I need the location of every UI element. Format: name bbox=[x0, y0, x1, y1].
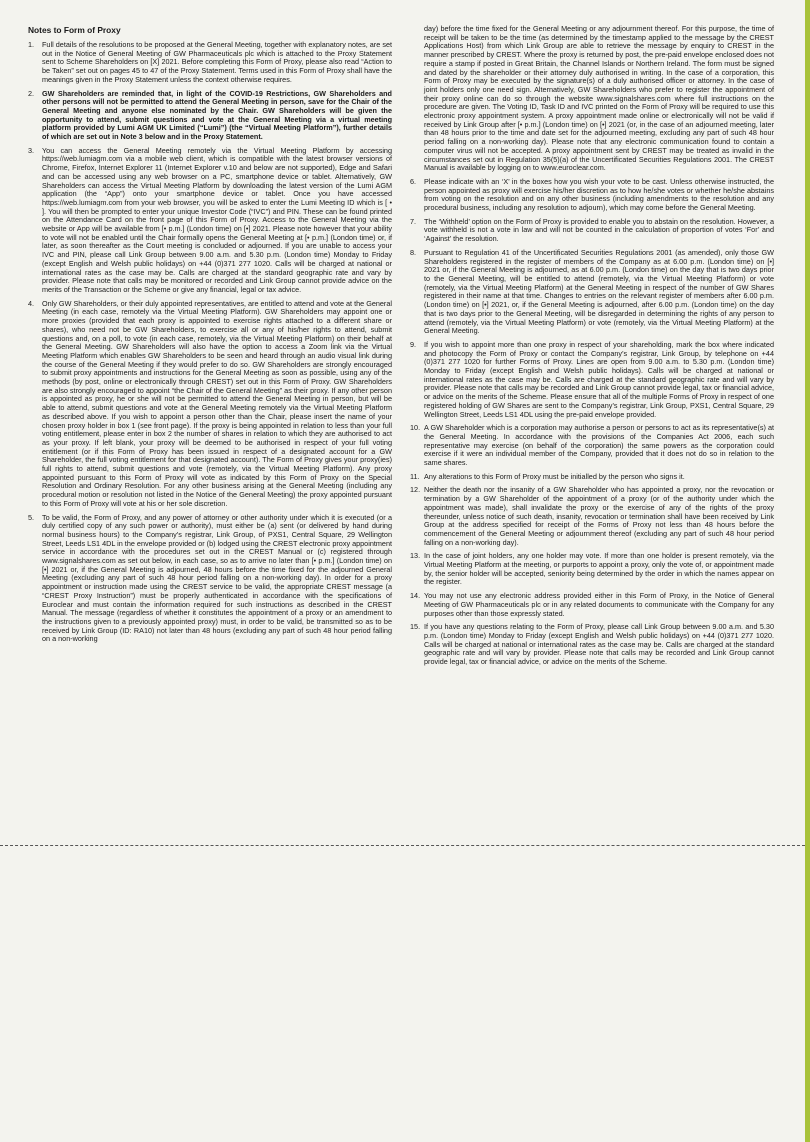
note-12 bbox=[410, 486, 774, 547]
note-number: 2. bbox=[28, 88, 35, 98]
note-3 bbox=[28, 147, 392, 295]
note-text: GW Shareholders are reminded that, in light of the COVID-19 Restrictions, GW Shareholders and other persons will not be permitted to attend the General Meeting in person, save for the Chair of the General Meeting and anyone else nominated by the Chair. GW Shareholders will be given the opportunity to attend, submit questions and vote at the General Meeting via a virtual meeting platform provided by Lumi AGM UK Limited (“Lumi”) (the “Virtual Meeting Platform”), further details of which are set out in Note 3 below and in the Proxy Statement. bbox=[42, 88, 392, 142]
note-2 bbox=[28, 90, 392, 142]
note-number: 12. bbox=[410, 485, 421, 495]
note-number: 5. bbox=[28, 512, 35, 522]
note-5-continued bbox=[410, 25, 774, 173]
note-number: 11. bbox=[410, 471, 420, 481]
note-9 bbox=[410, 341, 774, 419]
green-edge-bar bbox=[805, 0, 810, 1142]
note-number: 1. bbox=[28, 40, 35, 49]
note-number: 4. bbox=[28, 298, 35, 308]
note-number: 8. bbox=[410, 247, 417, 257]
note-11 bbox=[410, 473, 774, 482]
note-number: 13. bbox=[410, 551, 421, 561]
note-8 bbox=[410, 249, 774, 336]
note-text: Full details of the resolutions to be proposed at the General Meeting, together with explanatory notes, are set out in the Notice of General Meeting of GW Pharmaceuticals plc which is attached to the Proxy Statement sent to Scheme Shareholders on [X] 2021. Before completing this Form of Proxy, please also read “Action to be Taken” set out on pages 45 to 47 of the Proxy Statement. Terms used in this Form of Proxy shall have the meanings given in the Proxy Statement unless the context otherwise requires. bbox=[42, 40, 392, 84]
note-text: Neither the death nor the insanity of a GW Shareholder who has appointed a proxy, nor the revocation or termination by a GW Shareholder of the appointment of a proxy (or of the authority under which the appointment was made), shall invalidate the proxy or the exercise of any of the rights of the proxy thereunder, unless notice of such death, insanity, revocation or termination shall have been received by Link Group at the address specified for receipt of the Forms of Proxy not less than 48 hours before the commencement of the General Meeting or adjournment thereof (excluding any part of such 48 hour period falling on a non-working day). bbox=[424, 485, 774, 547]
note-text: In the case of joint holders, any one holder may vote. If more than one holder is present remotely, via the Virtual Meeting Platform at the meeting, or purports to appoint a proxy, only the vote of, or appointment made by, the senior holder will be accepted, seniority being determined by the order in which the names appear on the register. bbox=[424, 551, 774, 587]
note-text: To be valid, the Form of Proxy, and any power of attorney or other authority under which it is executed (or a duly certified copy of any such power or authority), must either be (a) sent (or delivered by hand during normal business hours) to the Company’s registrar, Link Group, of PXS1, Central Square, 29 Wellington Street, Leeds LS1 4DL in the envelope provided or (b) lodged using the CREST electronic proxy appointment service in accordance with the procedures set out in the CREST Manual or (c) registered through www.signalshares.com as set out below, in each case, so as to arrive no later than [• p.m.] (London time) on [•] 2021 or, if the General Meeting is adjourned, 48 hours before the time fixed for the adjourned General Meeting (excluding any part of such 48 hour period falling on a non-working day). In order for a proxy appointment or instruction made using the CREST service to be valid, the appropriate CREST message (a “CREST Proxy Instruction”) must be properly authenticated in accordance with the specifications of Euroclear and must contain the information required for such instructions as described in the CREST Manual. The message (regardless of whether it constitutes the appointment of a proxy or an amendment to the instructions given to a previously appointed proxy) must, in order to be valid, be transmitted so as to be received by Link Group (ID: RA10) not later than 48 hours (excluding any part of such 48 hour period falling on a non-working bbox=[42, 512, 392, 644]
note-text: If you have any questions relating to the Form of Proxy, please call Link Group between 9.00 a.m. and 5.30 p.m. (London time) Monday to Friday (except English and Welsh public holidays) on +44 (0)371 277 1020. Calls will be charged at national or international rates as the case may be. Calls are charged at the standard geographic rate and will vary by provider. Please note that calls may be recorded and Link Group cannot provide legal, tax or financial advice, or advice on the merits of the Scheme. bbox=[424, 622, 774, 667]
note-number: 9. bbox=[410, 339, 417, 349]
note-number: 14. bbox=[410, 591, 421, 601]
note-6 bbox=[410, 178, 774, 213]
note-text: A GW Shareholder which is a corporation may authorise a person or persons to act as its representative(s) at the General Meeting. In accordance with the provisions of the Companies Act 2006, each such representative may exercise (on behalf of the corporation) the same powers as the corporation could exercise if it were an individual member of the Company, provided that it does not do so in relation to the same shares. bbox=[424, 423, 774, 468]
note-number: 3. bbox=[28, 145, 35, 155]
note-14 bbox=[410, 592, 774, 618]
page-title: Notes to Form of Proxy bbox=[28, 25, 121, 35]
note-13 bbox=[410, 552, 774, 587]
note-7 bbox=[410, 218, 774, 244]
note-text: If you wish to appoint more than one proxy in respect of your shareholding, mark the box where indicated and photocopy the Form of Proxy or contact the Company’s registrar, Link Group, by telephone on +44 (0)371 277 1020 for further Forms of Proxy. Lines are open from 9.00 a.m. to 5.30 p.m. (London time) Monday to Friday (except English and Welsh public holidays). Calls will be charged at national or international rates as the case may be. Calls are charged at the standard geographic rate and will vary by provider. Please note that calls may be recorded and Link Group cannot provide legal, tax or financial advice, or advice on the merits of the Scheme. Please ensure that all of the multiple Forms of Proxy in respect of one registered holding of GW Shares are sent to the Company’s registrar, Link Group, PXS1, Central Square, 29 Wellington Street, Leeds LS1 4DL using the pre-paid envelope provided. bbox=[424, 339, 774, 419]
note-text: The ‘Withheld’ option on the Form of Proxy is provided to enable you to abstain on the resolution. However, a vote withheld is not a vote in law and will not be counted in the calculation of proportion of votes ‘For’ and ‘Against’ the resolution. bbox=[424, 216, 774, 244]
note-4 bbox=[28, 300, 392, 509]
right-column bbox=[410, 25, 774, 672]
note-15 bbox=[410, 623, 774, 667]
note-text: You may not use any electronic address provided either in this Form of Proxy, in the Notice of General Meeting of GW Pharmaceuticals plc or in any related documents to communicate with the Company for any purposes other than those expressly stated. bbox=[424, 591, 774, 618]
dashed-cut-line bbox=[0, 845, 805, 846]
note-10 bbox=[410, 424, 774, 468]
note-text: Pursuant to Regulation 41 of the Uncertificated Securities Regulations 2001 (as amended), only those GW Shareholders registered in the register of members of the Company as at 6.00 p.m. (London time) on [•] 2021 or, if the General Meeting is adjourned, as at 6.00 p.m. (London time) on the day that is two days prior to the General Meeting, will be entitled to attend (remotely, via the Virtual Meeting Platform) or vote (remotely, via the Virtual Meeting Platform) at the General Meeting in respect of the number of GW Shares registered in their name at that time. Changes to entries on the relevant register of members after 6.00 p.m. (London time) on [•] 2021, or, if the General Meeting is adjourned, after 6.00 p.m. (London time) on the day that is two days prior to the General Meeting, will be disregarded in determining the rights of any person to attend (remotely, via the Virtual Meeting Platform) or vote (remotely, via the Virtual Meeting Platform) at the General Meeting. bbox=[424, 247, 774, 336]
note-5 bbox=[28, 514, 392, 645]
left-column bbox=[28, 41, 392, 649]
note-text: Please indicate with an ‘X’ in the boxes how you wish your vote to be cast. Unless otherwise instructed, the person appointed as proxy will exercise his/her discretion as to how he/she votes or whether he/she abstains from voting on the resolution and on any other business (including amendments to the resolution and any procedural business, including any resolution to adjourn), which may come before the General Meeting. bbox=[424, 176, 774, 213]
note-text: You can access the General Meeting remotely via the Virtual Meeting Platform by accessing https://web.lumiagm.com via a mobile web client, which is compatible with the latest browser versions of Chrome, Firefox, Internet Explorer 11 (Internet Explorer v.10 and below are not supported), Edge and Safari and can be accessed using any web browser on a PC, smartphone device or tablet. Alternatively, GW Shareholders can access the Virtual Meeting Platform by downloading the latest version of the Lumi AGM application (the “App”) onto your smartphone device or tablet. Once you have accessed https://web.lumiagm.com from your web browser, you will be asked to enter the Lumi Meeting ID which is [ • ]. You will then be prompted to enter your unique Investor Code (“IVC”) and PIN. These can be found printed on the Attendance Card on the front page of this Form of Proxy. Access to the General Meeting via the website or App will be available from [• p.m.] (London time) on [•] 2021. Please note however that your ability to vote will not be enabled until the Chair formally opens the General Meeting at [• p.m.] (London time) or, if later, as soon thereafter as the Court meeting is concluded or adjourned. If you are unable to access your IVC and PIN, please call Link Group between 9.00 a.m. and 5.30 p.m. (London time) Monday to Friday (except English and Welsh public holidays) on +44 (0)371 277 1020. Calls will be charged at national or international rates as the case may be. Calls are charged at the standard geographic rate and vary by provider. Please note that calls may be monitored or recorded and Link Group cannot provide advice on the merits of the Transaction or the Scheme or give any financial, legal or tax advice. bbox=[42, 145, 392, 294]
note-number: 7. bbox=[410, 216, 417, 226]
note-text: day) before the time fixed for the General Meeting or any adjournment thereof. For this purpose, the time of receipt will be taken to be the time (as determined by the timestamp applied to the message by the CREST Applications Host) from which Link Group are able to retrieve the message by enquiry to CREST in the manner prescribed by CREST. Where the proxy is returned by post, the pre-paid envelope enclosed does not require a stamp if posted in Great Britain, the Channel Islands or Northern Ireland. The form must be signed and dated by the shareholder or their attorney duly authorised in writing. In the case of a corporation, this Form of Proxy may be executed by the signature(s) of a duly authorised officer or attorney. In the case of joint holders only one need sign. Alternatively, GW Shareholders who prefer to register the appointment of their proxy online can do so through the website www.signalshares.com where full instructions on the procedure are given. The Voting ID, Task ID and IVC printed on the Form of Proxy will be required to use this electronic proxy appointment system. A proxy appointment made online or electronically will not be valid if received by Link Group after [• p.m.] (London time) on [•] 2021 (or, in the case of an adjourned meeting, later than 48 hours prior to the time and date set for the adjourned meeting, excluding any part of such 48 hour period falling on a non-working day). Please note that any electronic communication found to contain a computer virus will not be accepted. A proxy appointment sent by CREST may be treated as invalid in the circumstances set out in Regulation 35(5)(a) of the Uncertificated Securities Regulations 2001. The CREST Manual is available by logging on to www.euroclear.com. bbox=[424, 24, 774, 173]
note-1 bbox=[28, 41, 392, 85]
note-number: 15. bbox=[410, 622, 421, 632]
note-number: 10. bbox=[410, 423, 421, 433]
note-text: Any alterations to this Form of Proxy must be initialled by the person who signs it. bbox=[424, 471, 685, 481]
note-number: 6. bbox=[410, 176, 417, 186]
note-text: Only GW Shareholders, or their duly appointed representatives, are entitled to attend and vote at the General Meeting (in each case, remotely via the Virtual Meeting Platform). GW Shareholders may appoint one or more proxies (provided that each proxy is appointed to exercise rights attached to a different share or shares), who need not be GW Shareholders, to exercise all or any of his/her rights to attend, submit questions and, on a poll, to vote (in each case, remotely, via the Virtual Meeting Platform) on their behalf at the General Meeting. GW Shareholders will also have the option to access a Zoom link via the Virtual Meeting Platform which enables GW Shareholders to be seen and heard through an audio visual link during the course of the General Meeting if they would prefer to do so. GW Shareholders are strongly encouraged to submit proxy appointments and instructions for the General Meeting as soon as possible, using any of the methods (by post, online or electronically through CREST) set out in this Form of Proxy. GW Shareholders are also strongly encouraged to appoint “the Chair of the General Meeting” as their proxy. If any other person is appointed as proxy, he or she will not be permitted to attend the General Meeting in person, but will be able to attend, submit questions and vote at the General Meeting remotely via the Virtual Meeting Platform as described above. If you wish to appoint a person other than the Chair, please insert the name of your chosen proxy holder in box 1 (see front page). If the proxy is being appointed in relation to less than your full voting entitlement, please enter in box 2 the number of shares in relation to which they are authorised to act as your proxy. If left blank, your proxy will be deemed to be authorised in respect of your full voting entitlement (or if this Form of Proxy has been issued in respect of a designated account for a GW Shareholder, the full voting entitlement for that designated account). The Form of Proxy gives your proxy(ies) full rights to attend, submit questions and vote (remotely, via the Virtual Meeting Platform). Any proxy appointed pursuant to this Form of Proxy will vote as indicated by this Form of Proxy on the Special Resolution and Ordinary Resolution. For any other business arising at the General Meeting (including any procedural motion or resolution not listed in the Notice of the General Meeting) the proxy appointed pursuant to this Form of Proxy will vote at his or her sole discretion. bbox=[42, 298, 392, 508]
